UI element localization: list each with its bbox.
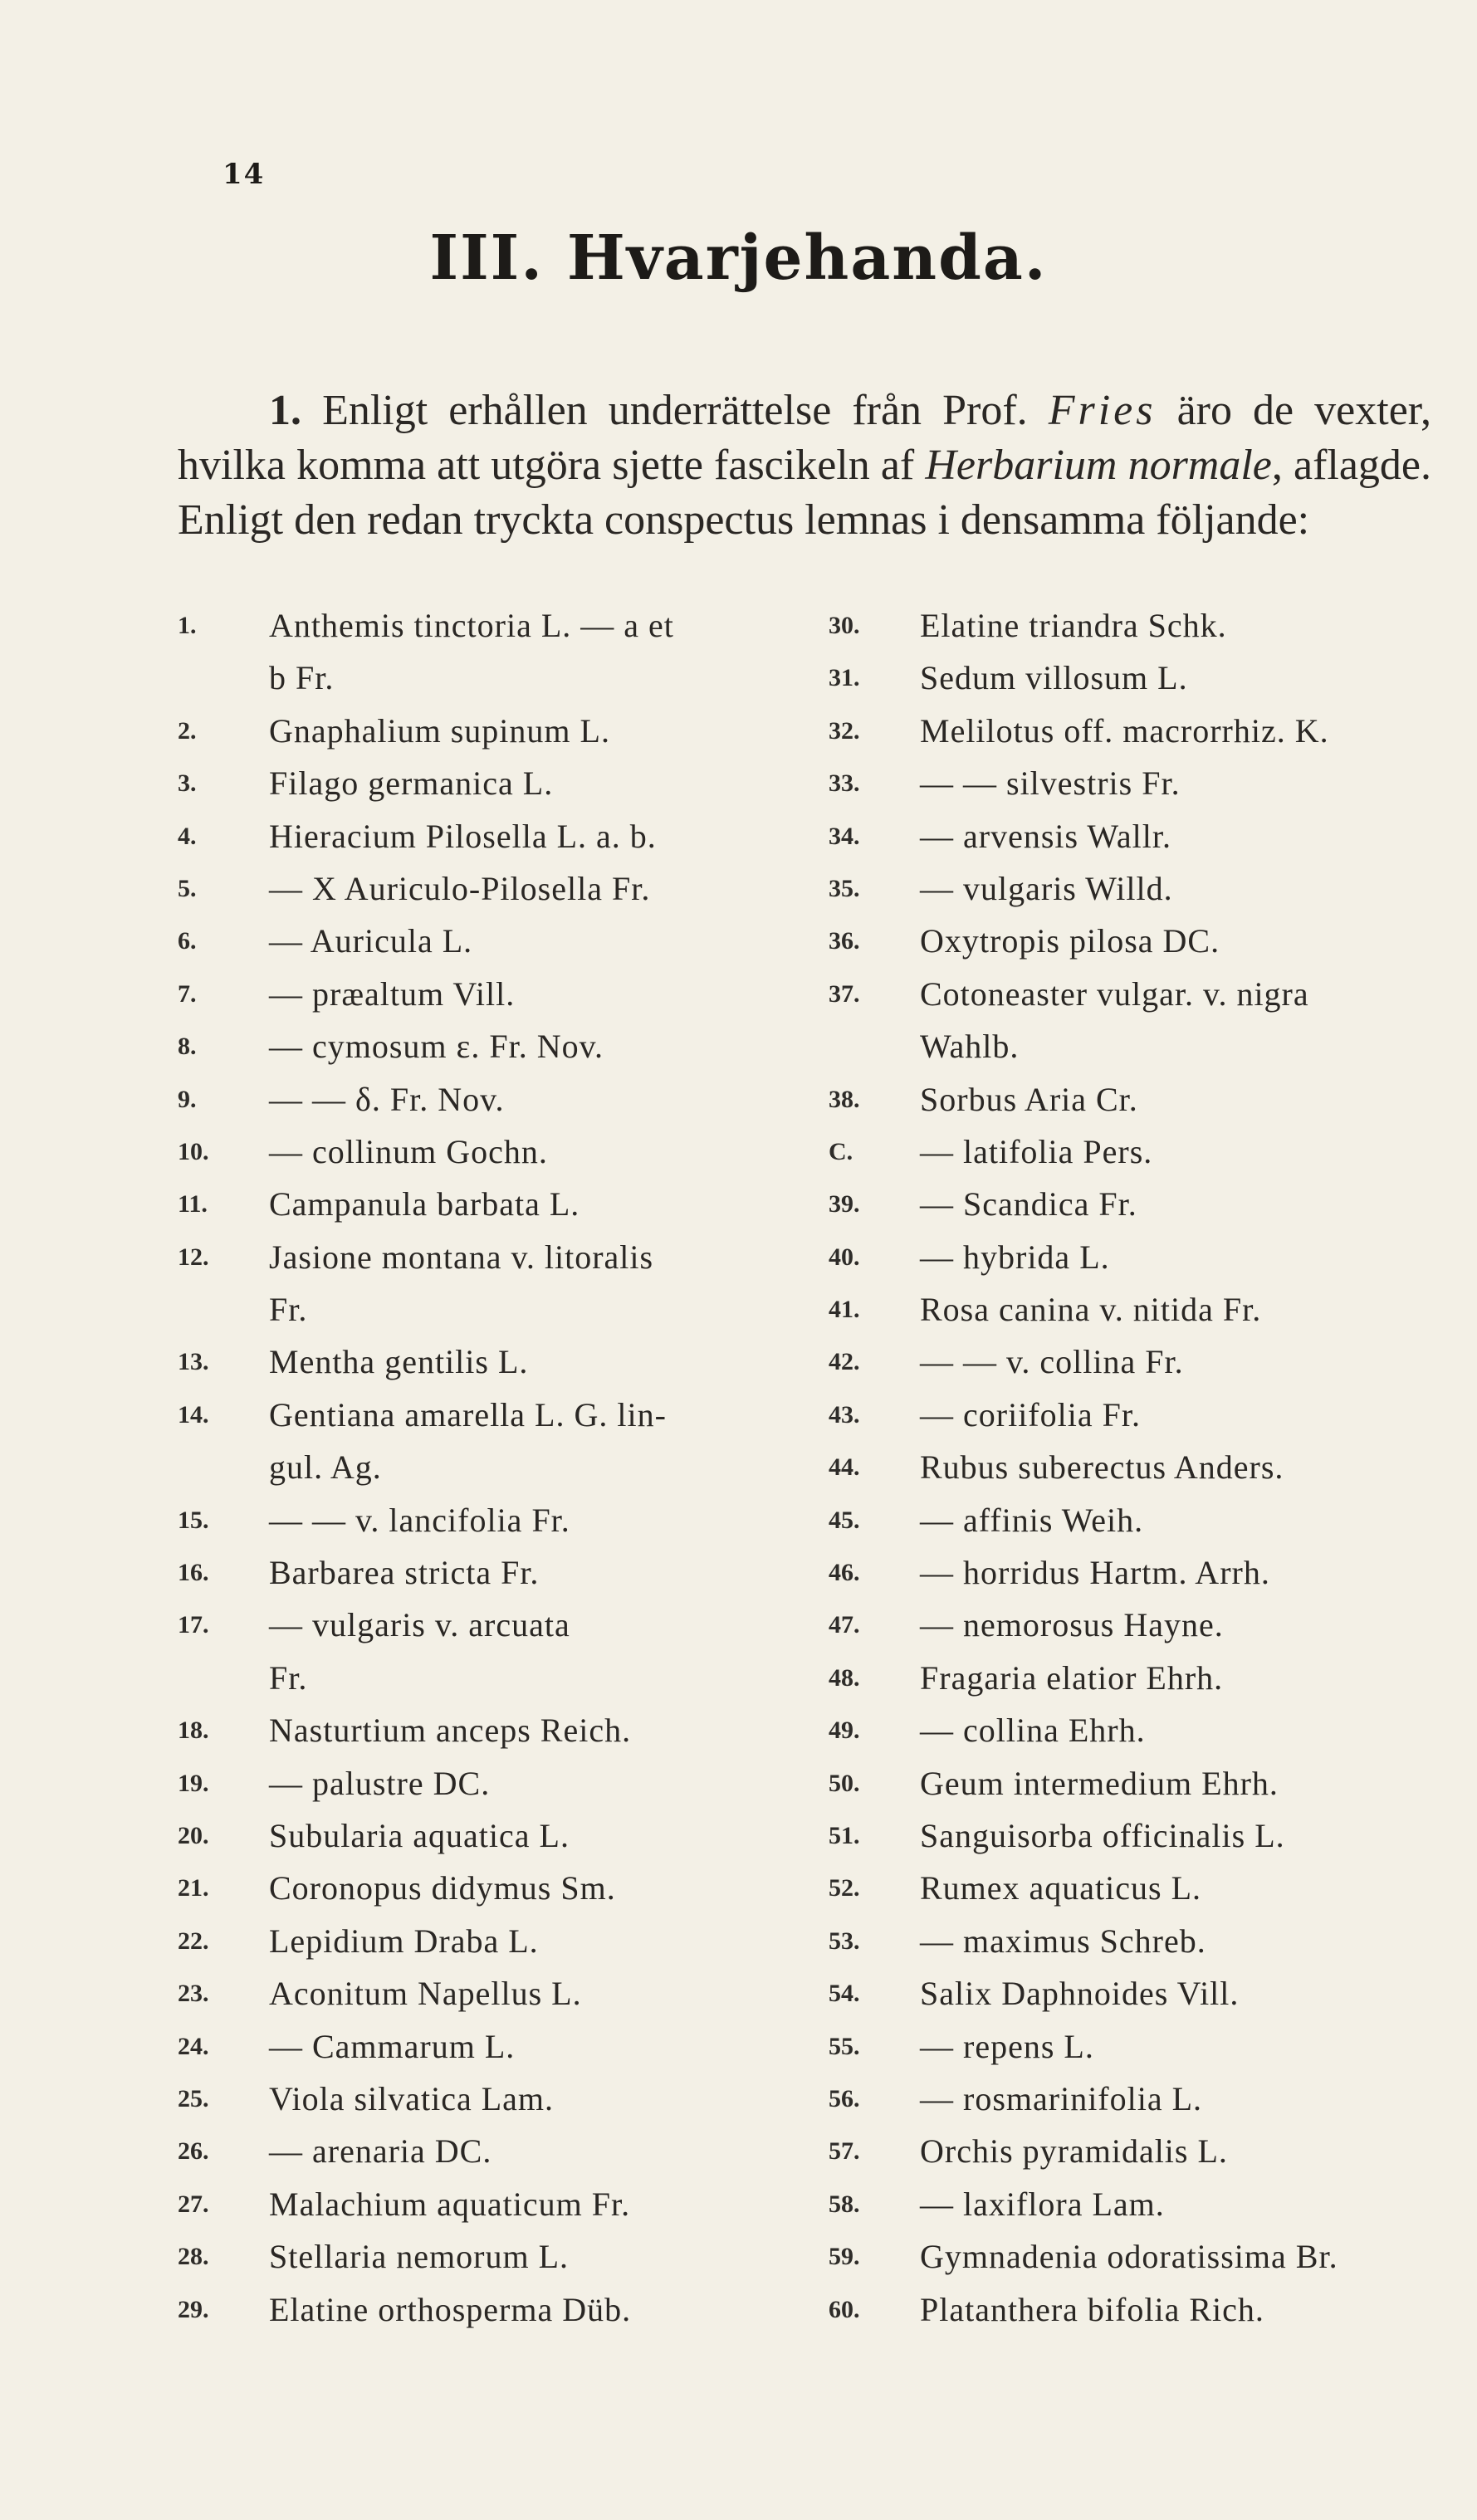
list-item xyxy=(178,2178,775,2230)
list-item xyxy=(178,1178,775,1230)
page-number: 14 xyxy=(223,158,266,191)
item-number: 38. xyxy=(829,1085,860,1113)
species-name: Nasturtium anceps Reich. xyxy=(269,1712,632,1750)
item-number: 58. xyxy=(829,2190,860,2218)
species-name: — palustre DC. xyxy=(269,1764,491,1802)
species-name: Jasione montana v. litoralis xyxy=(269,1238,654,1276)
item-number: 54. xyxy=(829,1980,860,2008)
list-item xyxy=(829,1389,1443,1441)
list-item xyxy=(178,1546,775,1599)
intro-text-1: Enligt erhållen underrättelse från Prof. xyxy=(322,387,1028,434)
species-name: Elatine triandra Schk. xyxy=(920,607,1227,644)
list-item xyxy=(178,1652,775,1704)
item-number: 25. xyxy=(178,2084,209,2112)
list-item xyxy=(178,1283,775,1336)
item-number: 60. xyxy=(829,2295,860,2323)
species-name: Mentha gentilis L. xyxy=(269,1343,529,1381)
species-name: — coriifolia Fr. xyxy=(920,1395,1141,1433)
list-item xyxy=(829,1546,1443,1599)
item-number: 30. xyxy=(829,612,860,639)
item-number: 36. xyxy=(829,927,860,955)
list-item xyxy=(178,1704,775,1756)
item-number: 51. xyxy=(829,1821,860,1849)
species-name: — — δ. Fr. Nov. xyxy=(269,1080,505,1118)
species-name: Sedum villosum L. xyxy=(920,659,1188,697)
item-number: 27. xyxy=(178,2190,209,2218)
list-item xyxy=(829,1283,1443,1336)
list-item xyxy=(178,1020,775,1072)
species-name: Malachium aquaticum Fr. xyxy=(269,2185,631,2223)
item-number: 57. xyxy=(829,2137,860,2166)
section-title: III. Hvarjehanda. xyxy=(429,222,1048,294)
item-number: 23. xyxy=(178,1980,209,2008)
species-name: Lepidium Draba L. xyxy=(269,1922,539,1960)
list-item xyxy=(829,1020,1443,1072)
list-item xyxy=(829,1126,1443,1178)
list-item xyxy=(829,1704,1443,1756)
species-name: Fragaria elatior Ehrh. xyxy=(920,1658,1224,1697)
item-number: 29. xyxy=(178,2295,209,2323)
item-number: 56. xyxy=(829,2084,860,2112)
list-item xyxy=(829,2283,1443,2336)
list-item xyxy=(178,1599,775,1651)
species-name: — Auricula L. xyxy=(269,922,473,960)
species-name: — affinis Weih. xyxy=(920,1501,1144,1539)
item-number: 40. xyxy=(829,1243,860,1271)
list-item xyxy=(178,2125,775,2177)
species-name: Cotoneaster vulgar. v. nigra xyxy=(920,974,1309,1013)
item-number: 9. xyxy=(178,1085,197,1113)
species-name: Salix Daphnoides Vill. xyxy=(920,1975,1240,2013)
item-number: 50. xyxy=(829,1769,860,1797)
species-name: — arenaria DC. xyxy=(269,2132,492,2171)
item-number: 22. xyxy=(178,1927,209,1955)
species-name: Orchis pyramidalis L. xyxy=(920,2132,1228,2171)
species-name: — arvensis Wallr. xyxy=(920,817,1171,855)
item-number: 43. xyxy=(829,1400,860,1428)
species-name: Rubus suberectus Anders. xyxy=(920,1448,1284,1487)
item-number: 13. xyxy=(178,1348,209,1376)
species-name: Elatine orthosperma Düb. xyxy=(269,2290,632,2328)
species-name: — vulgaris v. arcuata xyxy=(269,1606,570,1644)
list-item xyxy=(178,599,775,652)
item-number: 47. xyxy=(829,1611,860,1639)
paragraph-number: 1. xyxy=(269,387,301,434)
list-item xyxy=(178,705,775,757)
list-item xyxy=(178,2073,775,2125)
work-title: Herbarium normale xyxy=(925,442,1272,489)
item-number: 1. xyxy=(178,612,197,639)
species-name: — X Auriculo-Pilosella Fr. xyxy=(269,869,651,907)
item-number: 24. xyxy=(178,2032,209,2060)
species-name: — — v. lancifolia Fr. xyxy=(269,1501,570,1539)
list-item xyxy=(829,862,1443,915)
item-number: 35. xyxy=(829,874,860,902)
species-name: — Cammarum L. xyxy=(269,2027,516,2065)
list-item xyxy=(829,1809,1443,1862)
item-number: 20. xyxy=(178,1821,209,1849)
species-name: Coronopus didymus Sm. xyxy=(269,1869,616,1907)
species-name: — — silvestris Fr. xyxy=(920,764,1181,803)
species-name: — vulgaris Willd. xyxy=(920,869,1173,907)
list-item xyxy=(829,599,1443,652)
species-name: — rosmarinifolia L. xyxy=(920,2079,1203,2117)
species-name: Hieracium Pilosella L. a. b. xyxy=(269,817,657,855)
species-name: Filago germanica L. xyxy=(269,764,554,803)
species-name: — cymosum ε. Fr. Nov. xyxy=(269,1028,604,1066)
list-item xyxy=(829,915,1443,967)
item-number: 12. xyxy=(178,1243,209,1271)
intro-text-3: , aflagde. Enligt den redan tryckta conspectus lemnas i densamma följande: xyxy=(178,442,1432,544)
species-name: Gentiana amarella L. G. lin- xyxy=(269,1395,667,1433)
item-number: 45. xyxy=(829,1506,860,1534)
item-number: 46. xyxy=(829,1559,860,1587)
item-number: 11. xyxy=(178,1190,208,1218)
species-name: Anthemis tinctoria L. — a et xyxy=(269,607,674,644)
list-item xyxy=(178,2283,775,2336)
list-item xyxy=(829,705,1443,757)
list-item xyxy=(178,1494,775,1546)
species-name: Campanula barbata L. xyxy=(269,1185,580,1223)
list-item xyxy=(178,757,775,809)
item-number: 48. xyxy=(829,1663,860,1692)
species-name: Viola silvatica Lam. xyxy=(269,2079,555,2117)
item-number: 32. xyxy=(829,716,860,745)
item-number: 16. xyxy=(178,1559,209,1587)
list-item xyxy=(178,2230,775,2283)
species-list-right xyxy=(829,599,1443,2336)
item-number: 28. xyxy=(178,2243,209,2271)
species-name: — repens L. xyxy=(920,2027,1094,2065)
list-item xyxy=(829,2125,1443,2177)
list-item xyxy=(178,1336,775,1388)
intro-paragraph xyxy=(178,383,1431,548)
list-item xyxy=(829,968,1443,1020)
list-item xyxy=(178,1967,775,2019)
list-item xyxy=(829,2230,1443,2283)
item-number: 21. xyxy=(178,1874,209,1902)
species-name: Stellaria nemorum L. xyxy=(269,2238,570,2276)
list-item xyxy=(829,1967,1443,2019)
species-name: Melilotus off. macrorrhiz. K. xyxy=(920,711,1329,750)
list-item xyxy=(178,1389,775,1441)
list-item xyxy=(829,2178,1443,2230)
item-number: 53. xyxy=(829,1927,860,1955)
species-name: — Scandica Fr. xyxy=(920,1185,1137,1223)
list-item xyxy=(829,757,1443,809)
list-item xyxy=(178,1862,775,1914)
list-item xyxy=(829,1073,1443,1126)
species-name: — collina Ehrh. xyxy=(920,1712,1146,1750)
item-number: 8. xyxy=(178,1033,197,1061)
list-item xyxy=(829,1231,1443,1283)
species-name: Barbarea stricta Fr. xyxy=(269,1554,540,1592)
item-number: 14. xyxy=(178,1400,209,1428)
species-list-left xyxy=(178,599,775,2336)
item-number: 17. xyxy=(178,1611,209,1639)
species-name: Platanthera bifolia Rich. xyxy=(920,2290,1264,2328)
list-item xyxy=(178,968,775,1020)
species-name: gul. Ag. xyxy=(269,1448,382,1487)
list-item xyxy=(829,1915,1443,1967)
list-item xyxy=(829,1757,1443,1809)
species-name: Geum intermedium Ehrh. xyxy=(920,1764,1279,1802)
list-item xyxy=(178,2020,775,2073)
item-number: 5. xyxy=(178,874,197,902)
item-number: 55. xyxy=(829,2032,860,2060)
item-number: 39. xyxy=(829,1190,860,1218)
list-item xyxy=(829,1178,1443,1230)
list-item xyxy=(829,1652,1443,1704)
list-item xyxy=(178,1126,775,1178)
species-name: b Fr. xyxy=(269,659,335,697)
list-item xyxy=(178,1231,775,1283)
item-number: 15. xyxy=(178,1506,209,1534)
species-name: — latifolia Pers. xyxy=(920,1132,1153,1170)
item-number: 31. xyxy=(829,664,860,692)
species-name: Gymnadenia odoratissima Br. xyxy=(920,2238,1338,2276)
item-number: 49. xyxy=(829,1717,860,1745)
species-name: — horridus Hartm. Arrh. xyxy=(920,1554,1270,1592)
list-item xyxy=(829,1599,1443,1651)
item-number: 7. xyxy=(178,979,197,1008)
list-item xyxy=(178,652,775,704)
species-name: Sanguisorba officinalis L. xyxy=(920,1816,1285,1854)
item-number: 34. xyxy=(829,822,860,850)
list-item xyxy=(829,652,1443,704)
species-name: Sorbus Aria Cr. xyxy=(920,1080,1138,1118)
item-number: C. xyxy=(829,1137,853,1165)
item-number: 33. xyxy=(829,769,860,798)
intro-text-2: äro de vexter, hvilka komma att utgöra sjette fascikeln af xyxy=(178,387,1432,489)
item-number: 52. xyxy=(829,1874,860,1902)
item-number: 2. xyxy=(178,716,197,745)
list-item xyxy=(178,1073,775,1126)
item-number: 10. xyxy=(178,1137,209,1165)
list-item xyxy=(829,1336,1443,1388)
species-name: — — v. collina Fr. xyxy=(920,1343,1184,1381)
species-name: — nemorosus Hayne. xyxy=(920,1606,1224,1644)
list-item xyxy=(178,1441,775,1493)
item-number: 6. xyxy=(178,927,197,955)
item-number: 19. xyxy=(178,1769,209,1797)
species-name: Rumex aquaticus L. xyxy=(920,1869,1202,1907)
species-name: Subularia aquatica L. xyxy=(269,1816,570,1854)
species-name: — collinum Gochn. xyxy=(269,1132,548,1170)
list-item xyxy=(178,810,775,862)
species-name: Wahlb. xyxy=(920,1028,1020,1066)
species-name: — laxiflora Lam. xyxy=(920,2185,1165,2223)
item-number: 18. xyxy=(178,1717,209,1745)
list-item xyxy=(178,1809,775,1862)
species-name: Fr. xyxy=(269,1658,308,1697)
list-item xyxy=(829,1494,1443,1546)
list-item xyxy=(178,915,775,967)
list-item xyxy=(829,1862,1443,1914)
item-number: 44. xyxy=(829,1453,860,1482)
list-item xyxy=(178,1915,775,1967)
species-name: Oxytropis pilosa DC. xyxy=(920,922,1220,960)
item-number: 41. xyxy=(829,1296,860,1324)
list-item xyxy=(178,1757,775,1809)
list-item xyxy=(829,2073,1443,2125)
species-name: — præaltum Vill. xyxy=(269,974,516,1013)
item-number: 4. xyxy=(178,822,197,850)
list-item xyxy=(829,2020,1443,2073)
species-name: Aconitum Napellus L. xyxy=(269,1975,582,2013)
species-name: Fr. xyxy=(269,1291,308,1329)
species-name: — hybrida L. xyxy=(920,1238,1110,1276)
author-name: Fries xyxy=(1048,387,1157,434)
list-item xyxy=(178,862,775,915)
species-name: Gnaphalium supinum L. xyxy=(269,711,610,750)
item-number: 37. xyxy=(829,979,860,1008)
species-name: Rosa canina v. nitida Fr. xyxy=(920,1291,1262,1329)
item-number: 59. xyxy=(829,2243,860,2271)
item-number: 3. xyxy=(178,769,197,798)
item-number: 42. xyxy=(829,1348,860,1376)
species-name: — maximus Schreb. xyxy=(920,1922,1206,1960)
list-item xyxy=(829,810,1443,862)
list-item xyxy=(829,1441,1443,1493)
item-number: 26. xyxy=(178,2137,209,2166)
